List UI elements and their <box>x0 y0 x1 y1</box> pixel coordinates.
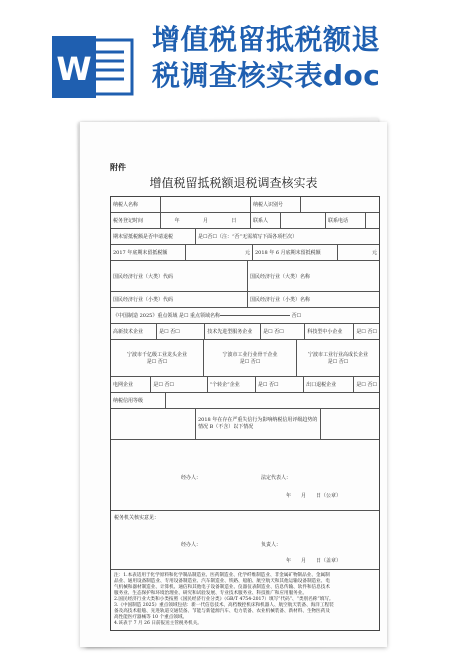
table-cell <box>165 393 379 408</box>
manager-label: 经办人： <box>181 475 202 481</box>
table-cell: 是 ☐ 否 ☐ <box>156 324 204 339</box>
table-cell <box>320 409 379 439</box>
table-row <box>111 392 379 408</box>
checkbox-icon: ☐ <box>183 312 189 319</box>
table-row <box>111 244 379 260</box>
table-cell: 技术先进型服务企业 <box>204 324 260 339</box>
table-row <box>111 212 379 228</box>
no-option: 否 <box>170 329 176 335</box>
notes-section <box>111 569 379 630</box>
yes-option: 是 <box>198 234 204 240</box>
file-banner <box>0 0 474 105</box>
note-line: 注：1.本表适用于化学原料和化学制品制造业、医药制造业、化学纤维制造业、非金属矿物制品业、金属制 <box>114 573 330 578</box>
table-cell <box>111 340 203 376</box>
table-cell <box>300 197 379 212</box>
review-date-stamp: 年 月 日（盖章） <box>286 558 342 564</box>
table-cell: 国民经济行业（小类）代码 <box>113 297 174 303</box>
table-cell: 2018 年 6 月底期末留抵税额 <box>252 245 337 260</box>
note-line: 服务业、生态保护和环境治理业、研究和试验发展、专业技术服务业、科技推广和应用服务业。 <box>114 591 307 596</box>
table-cell: 纳税信用等级 <box>113 398 144 404</box>
no-option: 否 <box>274 329 280 335</box>
yes-option: 是 <box>263 329 269 335</box>
table-cell: 纳税人名称 <box>113 202 139 208</box>
table-cell: 是 ☐ 否 ☐ <box>150 377 206 392</box>
word-document-icon <box>52 36 134 98</box>
yes-no-option: 是☐ 否☐ <box>239 359 261 365</box>
table-cell: 2017 年底期末留抵税额 <box>113 250 168 256</box>
attachment-label: 附件 <box>110 162 126 172</box>
yes-option: 是 <box>153 382 159 388</box>
table-cell <box>111 308 379 323</box>
document-title <box>152 22 462 94</box>
review-manager-label: 经办人： <box>181 542 202 548</box>
table-cell: 国民经济行业（大类）名称 <box>247 261 379 291</box>
table-cell: 纳税人识别号 <box>250 197 300 212</box>
tax-review-section <box>111 510 379 569</box>
underline-blank <box>220 315 290 316</box>
field-label: 《中国制造 2025》重点领域 <box>113 313 178 319</box>
table-cell: 联系人 <box>250 213 280 228</box>
table-cell <box>160 213 250 228</box>
year-label: 年 <box>174 218 180 224</box>
no-option: 否 <box>367 382 373 388</box>
table-cell: 科技型中小企业 <box>304 324 353 339</box>
yes-no-option: 是☐ 否☐ <box>327 359 349 365</box>
table-cell: 2018 年在存在严重失信行为影响纳税信用评级趋势的情况 B（不含）以下情况 <box>195 409 320 439</box>
table-cell: 税务登记时间 <box>113 218 144 224</box>
no-option: 否 <box>207 234 213 240</box>
table-cell: 电网企业 <box>113 382 134 388</box>
svg-text:W: W <box>56 50 92 88</box>
table-cell: 元 <box>185 245 252 260</box>
table-row <box>111 228 379 244</box>
field-label: 重点领域名称 <box>190 313 221 319</box>
yes-option: 是 <box>356 382 362 388</box>
yes-option: 是 <box>178 313 184 319</box>
table-row <box>111 307 379 323</box>
note-line: 4.该表于 7 月 26 日前报送主管税务机关。 <box>114 621 202 626</box>
table-cell: 元 <box>337 245 379 260</box>
note-line: 高性能医疗器械等 10 个重点领域。 <box>114 615 188 620</box>
review-label: 税务机关核实意见： <box>114 515 160 521</box>
table-row <box>111 291 379 307</box>
table-cell <box>160 197 250 212</box>
table-cell: 是 ☐ 否 ☐ <box>255 377 303 392</box>
table-row <box>111 376 379 392</box>
document-page <box>80 122 387 647</box>
yes-option: 是 <box>257 382 263 388</box>
table-cell: 是 ☐ 否 ☐ <box>260 324 304 339</box>
note-line: 2.国民经济行业大类和小类按照《国民经济行业分类》（GB/T 4754-2017）填写“代码”、“类别名称”填写。 <box>114 597 334 602</box>
survey-form-table <box>110 196 380 631</box>
table-cell: 联系电话 <box>325 213 365 228</box>
table-cell <box>296 340 379 376</box>
yes-option: 是 <box>356 329 362 335</box>
table-row <box>111 408 379 439</box>
note-line: 备及高技术船舶、先进轨道交通装备、节能与新能源汽车、电力装备、农业机械装备、新材料、生物医药及 <box>114 609 330 614</box>
no-option: 否 <box>291 313 297 319</box>
note-line: 3.《中国制造 2025》重点领域包括：新一代信息技术、高档数控机床和机器人、航空航天装备、海洋工程装 <box>114 603 334 608</box>
checkbox-icon: ☐ <box>203 233 208 240</box>
table-cell: 期末留抵税额是否申请退税 <box>113 234 174 240</box>
date-stamp: 年 月 日（公章） <box>286 493 342 499</box>
checkbox-icon: ☐ <box>212 233 217 240</box>
table-cell <box>365 213 379 228</box>
legal-rep-label: 法定代表人： <box>261 475 292 481</box>
review-head-label: 负责人： <box>261 542 282 548</box>
field-label: 宁波市工业行业骨干企业 <box>222 352 278 358</box>
table-cell: 高新技术企业 <box>113 329 144 335</box>
table-cell <box>280 213 325 228</box>
table-cell: “个转企”企业 <box>207 377 255 392</box>
month-label: 月 <box>202 218 208 224</box>
no-option: 否 <box>268 382 274 388</box>
no-option: 否 <box>367 329 373 335</box>
table-cell: 是 ☐ 否 ☐ <box>353 377 379 392</box>
no-option: 否 <box>164 382 170 388</box>
title-line-2: 税调查核实表doc <box>152 59 381 92</box>
table-row <box>111 339 379 376</box>
table-cell: 是 ☐ 否 ☐ <box>353 324 379 339</box>
yes-option: 是 <box>159 329 165 335</box>
table-row <box>111 197 379 212</box>
table-row <box>111 323 379 339</box>
table-cell: 出口退税企业 <box>303 377 353 392</box>
yes-no-option: 是☐ 否☐ <box>146 359 168 365</box>
day-label: 日 <box>231 218 237 224</box>
table-cell: 国民经济行业（小类）名称 <box>247 292 379 307</box>
checkbox-icon: ☐ <box>296 312 302 319</box>
form-title: 增值税留抵税额退税调查核实表 <box>149 176 318 190</box>
table-row <box>111 260 379 291</box>
table-cell <box>203 340 296 376</box>
note-text: （注：“否”无需填写下面各项栏次） <box>217 234 298 240</box>
signature-section <box>111 439 379 510</box>
table-cell <box>195 229 379 244</box>
field-label: 宁波市千亿级工业龙头企业 <box>126 352 187 358</box>
title-line-1: 增值税留抵税额退 <box>152 23 381 56</box>
note-line: 气机械和器材制造业、计算机、通信和其他电子设备制造业、仪器仪表制造业、信息传输、软件和信息技术 <box>114 585 330 590</box>
table-cell: 国民经济行业（大类）代码 <box>113 273 174 280</box>
field-label: 宁波市工业行业高成长企业 <box>307 352 368 358</box>
table-cell <box>111 409 195 439</box>
note-line: 品业、通用设备制造业、专用设备制造业、汽车制造业、铁路、船舶、航空航天和其他运输设备制造业、电 <box>114 579 330 584</box>
